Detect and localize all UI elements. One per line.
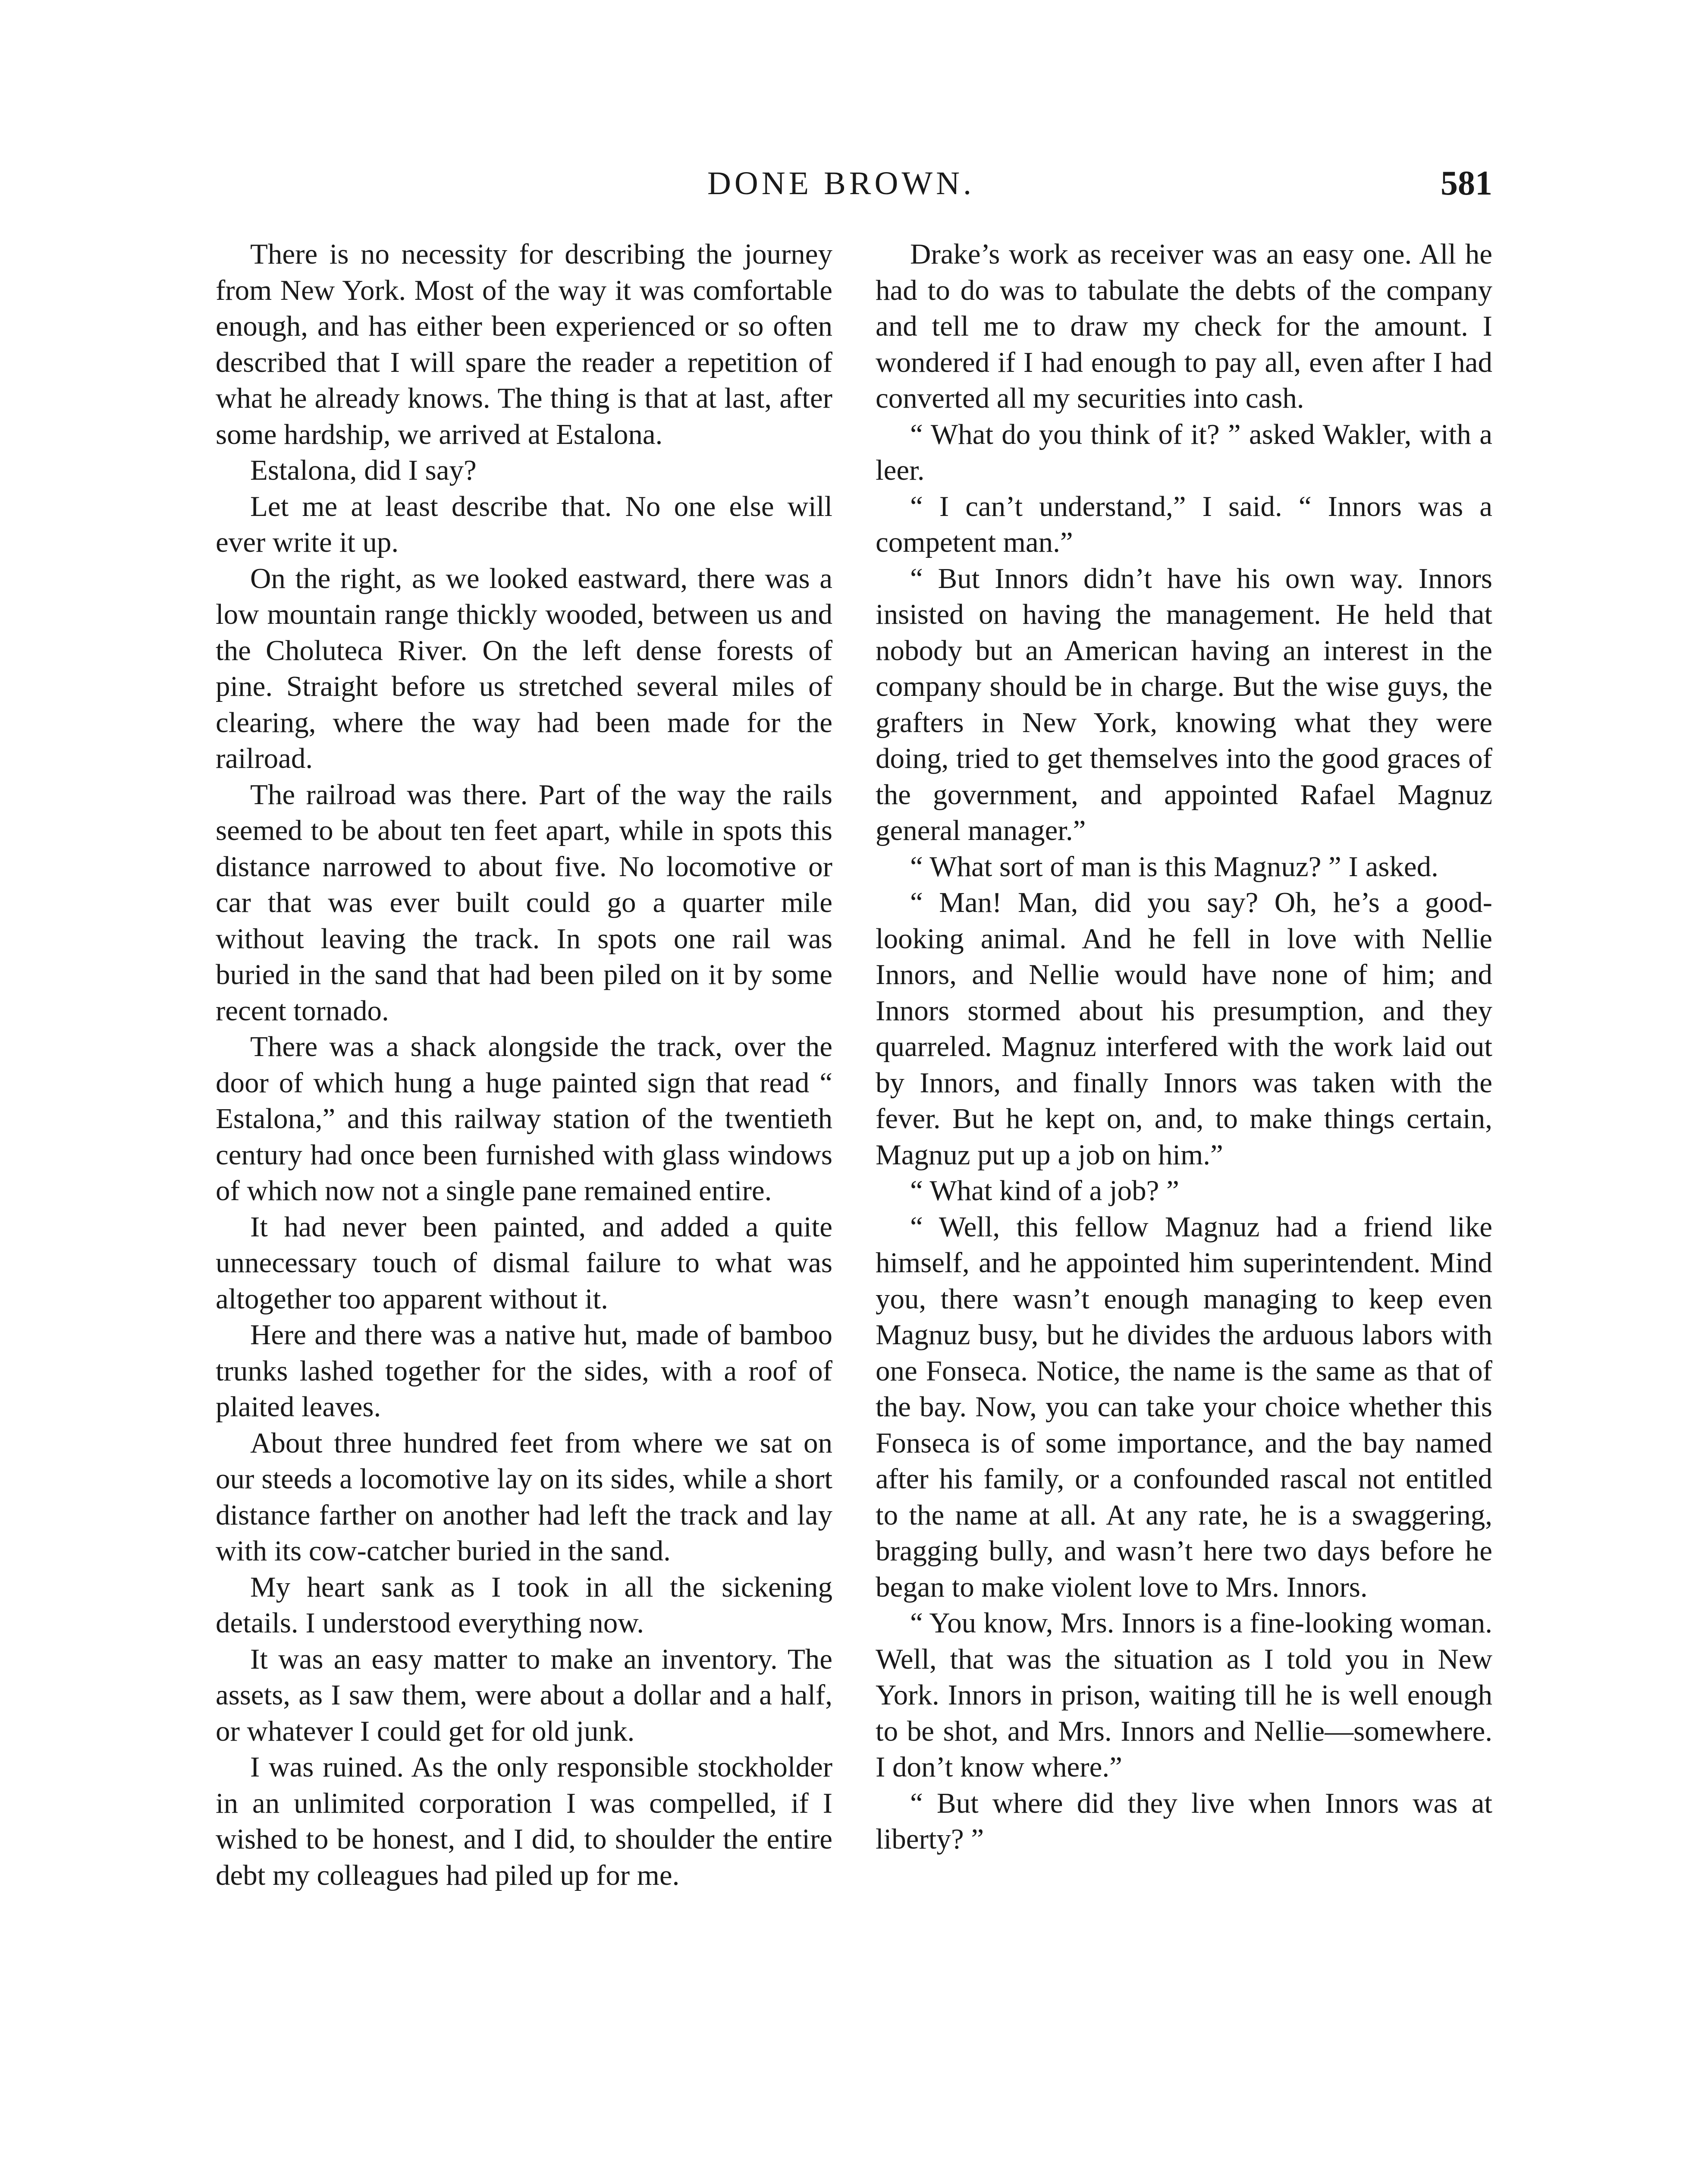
- paragraph: There was a shack alongside the track, over the door of which hung a huge painted sign that read “ Estalona,” and this railway station of the twentieth century had once been furnished with glass windows of which now not a single pane remained entire.: [216, 1031, 832, 1207]
- left-column: [216, 236, 832, 1893]
- paragraph: My heart sank as I took in all the sickening details. I understood everything now.: [216, 1571, 832, 1639]
- paragraph: “ What sort of man is this Magnuz? ” I asked.: [910, 850, 1438, 883]
- paragraph: “ What do you think of it? ” asked Wakler, with a leer.: [876, 418, 1492, 486]
- paragraph: “ But Innors didn’t have his own way. Innors insisted on having the management. He held that nobody but an American having an interest in the company should be in charge. But the wise guys, the grafters in New York, knowing what they were doing, tried to get themselves into the good graces of the government, and appointed Rafael Magnuz general manager.”: [876, 562, 1492, 846]
- paragraph: Drake’s work as receiver was an easy one. All he had to do was to tabulate the debts of the company and tell me to draw my check for the amount. I wondered if I had enough to pay all, even after I had converted all my securities into cash.: [876, 238, 1492, 414]
- paragraph: “ What kind of a job? ”: [910, 1175, 1179, 1207]
- paragraph: “ I can’t understand,” I said. “ Innors was a competent man.”: [876, 490, 1492, 558]
- right-column: [876, 236, 1492, 1858]
- paragraph: I was ruined. As the only responsible stockholder in an unlimited corporation I was compelled, if I wished to be honest, and I did, to shoulder the entire debt my colleagues had piled up for me.: [216, 1751, 832, 1891]
- running-head: [0, 160, 1708, 207]
- paragraph: “ You know, Mrs. Innors is a fine-looking woman. Well, that was the situation as I told you in New York. Innors in prison, waiting till he is well enough to be shot, and Mrs. Innors and Nellie—somewhere. I don’t know where.”: [876, 1607, 1492, 1783]
- paragraph: Let me at least describe that. No one else will ever write it up.: [216, 490, 832, 558]
- paragraph: Here and there was a native hut, made of bamboo trunks lashed together for the sides, with a roof of plaited leaves.: [216, 1319, 832, 1423]
- paragraph: It had never been painted, and added a quite unnecessary touch of dismal failure to what was altogether too apparent without it.: [216, 1211, 832, 1315]
- paragraph: On the right, as we looked eastward, there was a low mountain range thickly wooded, between us and the Choluteca River. On the left dense forests of pine. Straight before us stretched several miles of clearing, where the way had been made for the railroad.: [216, 562, 832, 774]
- page-number: 581: [1441, 164, 1492, 202]
- paragraph: “ Well, this fellow Magnuz had a friend like himself, and he appointed him superintendent. Mind you, there wasn’t enough managing to keep even Magnuz busy, but he divides the arduous labors with one Fonseca. Notice, the name is the same as that of the bay. Now, you can take your choice whether this Fonseca is of some importance, and the bay named after his family, or a confounded rascal not entitled to the name at all. At any rate, he is a swaggering, bragging bully, and wasn’t here two days before he began to make violent love to Mrs. Innors.: [876, 1211, 1492, 1603]
- paragraph: Estalona, did I say?: [250, 454, 477, 486]
- paragraph: “ But where did they live when Innors was at liberty? ”: [876, 1787, 1492, 1855]
- paragraph: The railroad was there. Part of the way the rails seemed to be about ten feet apart, while in spots this distance narrowed to about five. No locomotive or car that was ever built could go a quarter mile without leaving the track. In spots one rail was buried in the sand that had been piled on it by some recent tornado.: [216, 778, 832, 1027]
- paragraph: There is no necessity for describing the journey from New York. Most of the way it was comfortable enough, and has either been experienced or so often described that I will spare the reader a repetition of what he already knows. The thing is that at last, after some hardship, we arrived at Estalona.: [216, 238, 832, 450]
- running-title: DONE BROWN.: [707, 165, 975, 201]
- paragraph: It was an easy matter to make an inventory. The assets, as I saw them, were about a dollar and a half, or whatever I could get for old junk.: [216, 1643, 832, 1747]
- paragraph: “ Man! Man, did you say? Oh, he’s a good-looking animal. And he fell in love with Nellie Innors, and Nellie would have none of him; and Innors stormed about his presumption, and they quarreled. Magnuz interfered with the work laid out by Innors, and finally Innors was taken with the fever. But he kept on, and, to make things certain, Magnuz put up a job on him.”: [876, 887, 1492, 1171]
- paragraph: About three hundred feet from where we sat on our steeds a locomotive lay on its sides, while a short distance farther on another had left the track and lay with its cow-catcher buried in the sand.: [216, 1427, 832, 1567]
